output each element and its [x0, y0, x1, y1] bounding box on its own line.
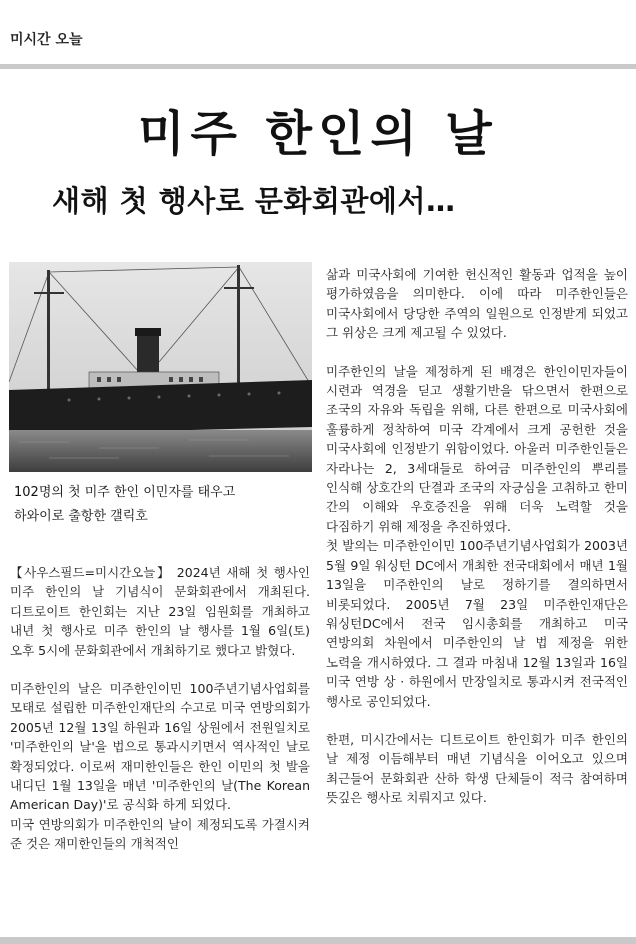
header-divider: [0, 64, 636, 69]
article-paragraph: 미주한인의 날을 제정하게 된 배경은 한인이민자들이 시련과 역경을 딛고 생활기반을 닦으면서 한편으로 조국의 자유와 독립을 위해, 다른 한편으로 미국사회에 훌륭하게 정착하여 미국 각계에서 크게 공헌한 것을 미국사회에 인정받기 위함이었다. 아울러 미주한인들은 자라나는 2, 3세대들로 하여금 미주한인의 뿌리를 인식해 상호간의 단결과 조국의 자긍심을 고취하고 한미 간의 이해와 우호증진을 위해 더욱 노력할 것을 다짐하기 위해 제정을 추진하였다.: [326, 363, 628, 534]
footer-divider: [0, 937, 636, 944]
photo-caption: [14, 481, 310, 529]
article-paragraph: 삶과 미국사회에 기여한 헌신적인 활동과 업적을 높이 평가하였음을 의미한다. 이에 따라 미주한인들은 미국사회에서 당당한 주역의 일원으로 인정받게 되었고 그 위상은 크게 제고될 수 있었다.: [326, 267, 628, 341]
photo-caption-line1: 102명의 첫 미주 한인 이민자를 태우고: [14, 485, 236, 500]
section-label: 미시간 오늘: [10, 32, 83, 48]
photo-caption-line2: 하와이로 출항한 갤릭호: [14, 509, 148, 524]
article-column-left: [10, 563, 310, 854]
article-paragraph: 한편, 미시간에서는 디트로이트 한인회가 미주 한인의 날 제정 이듬해부터 매년 기념식을 이어오고 있으며 최근들어 문화회관 산하 학생 단체들이 적극 참여하며 뜻깊은 행사로 치뤄지고 있다.: [326, 731, 628, 806]
article-paragraph: 【사우스필드=미시간오늘】 2024년 새해 첫 행사인 미주 한인의 날 기념식이 문화회관에서 개최된다. 디트로이트 한인회는 지난 23일 임원회를 개최하고 내년 첫 행사로 미주 한인의 날 행사를 1월 6일(토) 오후 5시에 문화회관에서 개최하기로 했다고 밝혔다.: [10, 565, 310, 658]
article-paragraph: 미국 연방의회가 미주한인의 날이 제정되도록 가결시켜 준 것은 재미한인들의 개척적인: [10, 816, 310, 852]
steamship-photo-icon: [9, 262, 312, 472]
steamship-photo: [9, 262, 312, 472]
article-column-right: [326, 265, 628, 808]
subheadline: 새해 첫 행사로 문화회관에서…: [52, 184, 456, 218]
article-paragraph: 첫 발의는 미주한인이민 100주년기념사업회가 2003년 5월 9일 워싱턴 DC에서 개최한 전국대회에서 매년 1월 13일을 미주한인의 날로 정하기를 결의하면서 비롯되었다. 2005년 7월 23일 미주한인재단은 워싱턴DC에서 전국 임시총회를 개최하고 미국 연방의회 차원에서 미주한인의 날 법 제정을 위한 노력을 개시하였다. 그 결과 마침내 12월 13일과 16일 미국 연방 상 · 하원에서 만장일치로 통과시켜 전국적인 행사로 공인되었다.: [326, 538, 628, 709]
headline: 미주 한인의 날: [138, 106, 498, 162]
article-paragraph: 미주한인의 날은 미주한인이민 100주년기념사업회를 모태로 설립한 미주한인재단의 수고로 미국 연방의회가 2005년 12월 13일 하원과 16일 상원에서 전원일치로 '미주한인의 날'을 법으로 통과시키면서 역사적인 날로 확정되었다. 이로써 재미한인들은 한인 이민의 첫 발을 내디딘 1월 13일을 매년 '미주한인의 날(The Korean American Day)'로 공식화 하게 되었다.: [10, 681, 310, 813]
